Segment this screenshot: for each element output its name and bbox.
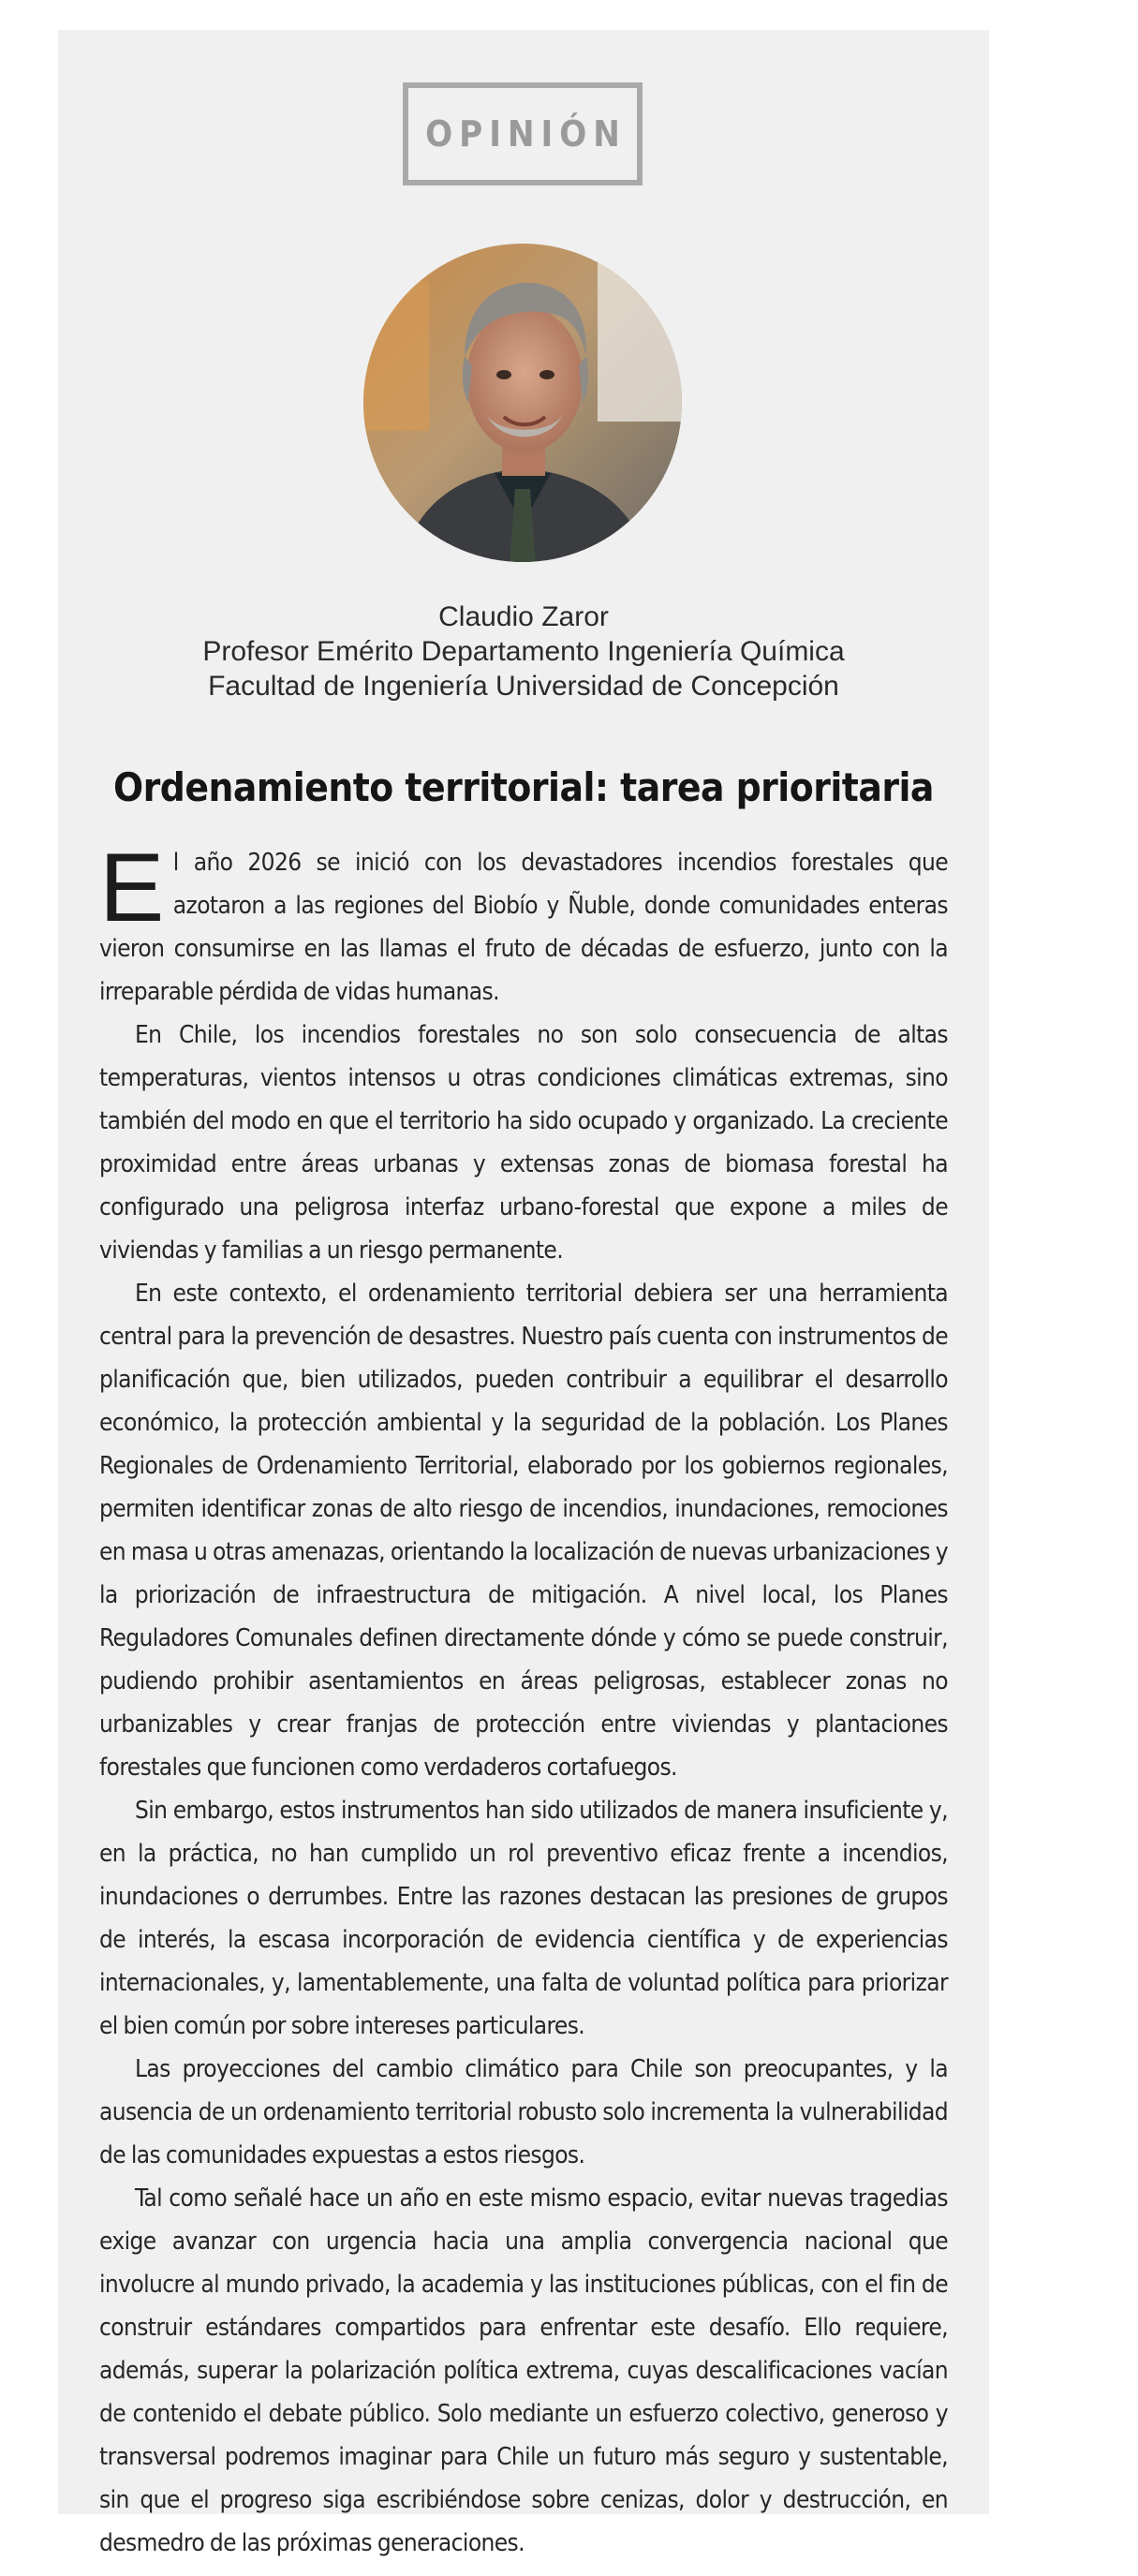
- author-name: Claudio Zaror: [438, 601, 609, 632]
- article-paragraph: En Chile, los incendios forestales no son solo consecuencia de altas temperaturas, vientos intensos u otras condiciones climáticas extremas, sino también del modo en que el territorio ha sido ocupado y organizado. La creciente proximidad entre áreas urbanas y extensas zonas de biomasa forestal ha configurado una peligrosa interfaz urbano-forestal que expone a miles de viviendas y familias a un riesgo permanente.: [99, 1021, 948, 1265]
- article-paragraph: [99, 834, 948, 1014]
- article-paragraph: Tal como señalé hace un año en este mismo espacio, evitar nuevas tragedias exige avanzar con urgencia hacia una amplia convergencia nacional que involucre al mundo privado, la academia y las instituciones públicas, con el fin de construir estándares compartidos para enfrentar este desafío. Ello requiere, además, superar la polarización política extrema, cuyas descalificaciones vacían de contenido el debate público. Solo mediante un esfuerzo colectivo, generoso y transversal podremos imaginar para Chile un futuro más seguro y sustentable, sin que el progreso siga escribiéndose sobre cenizas, dolor y destrucción, en desmedro de las próximas generaciones.: [99, 2184, 948, 2557]
- author-role: Profesor Emérito Departamento Ingeniería Química: [202, 636, 845, 667]
- article-paragraph: En este contexto, el ordenamiento territorial debiera ser una herramienta central para la prevención de desastres. Nuestro país cuenta con instrumentos de planificación que, bien utilizados, pueden contribuir a equilibrar el desarrollo económico, la protección ambiental y la seguridad de la población. Los Planes Regionales de Ordenamiento Territorial, elaborado por los gobiernos regionales, permiten identificar zonas de alto riesgo de incendios, inundaciones, remociones en masa u otras amenazas, orientando la localización de nuevas urbanizaciones y la priorización de infraestructura de mitigación. A nivel local, los Planes Reguladores Comunales definen directamente dónde y cómo se puede construir, pudiendo prohibir asentamientos en áreas peligrosas, establecer zonas no urbanizables y crear franjas de protección entre viviendas y plantaciones forestales que funcionen como verdaderos cortafuegos.: [99, 1280, 948, 1782]
- article-paragraph: Las proyecciones del cambio climático para Chile son preocupantes, y la ausencia de un ordenamiento territorial robusto solo incrementa la vulnerabilidad de las comunidades expuestas a estos riesgos.: [99, 2055, 948, 2169]
- first-paragraph-text: l año 2026 se inició con los devastadores incendios forestales que azotaron a las regiones del Biobío y Ñuble, donde comunidades enteras vieron consumirse en las llamas el fruto de décadas de esfuerzo, junto con la irreparable pérdida de vidas humanas.: [99, 849, 948, 1006]
- article-title: Ordenamiento territorial: tarea prioritaria: [113, 764, 934, 810]
- author-byline: [58, 600, 989, 703]
- section-badge: [403, 82, 643, 185]
- article-paragraph: Sin embargo, estos instrumentos han sido utilizados de manera insuficiente y, en la práctica, no han cumplido un rol preventivo eficaz frente a incendios, inundaciones o derrumbes. Entre las razones destacan las presiones de grupos de interés, la escasa incorporación de evidencia científica y de experiencias internacionales, y, lamentablemente, una falta de voluntad política para priorizar el bien común por sobre intereses particulares.: [99, 1797, 948, 2040]
- article-body: [99, 834, 948, 2565]
- opinion-column: [58, 30, 989, 2557]
- section-label: OPINIÓN: [425, 113, 627, 155]
- author-affiliation: Facultad de Ingeniería Universidad de Concepción: [208, 671, 839, 702]
- drop-cap: E: [99, 834, 164, 942]
- author-photo: [363, 244, 682, 562]
